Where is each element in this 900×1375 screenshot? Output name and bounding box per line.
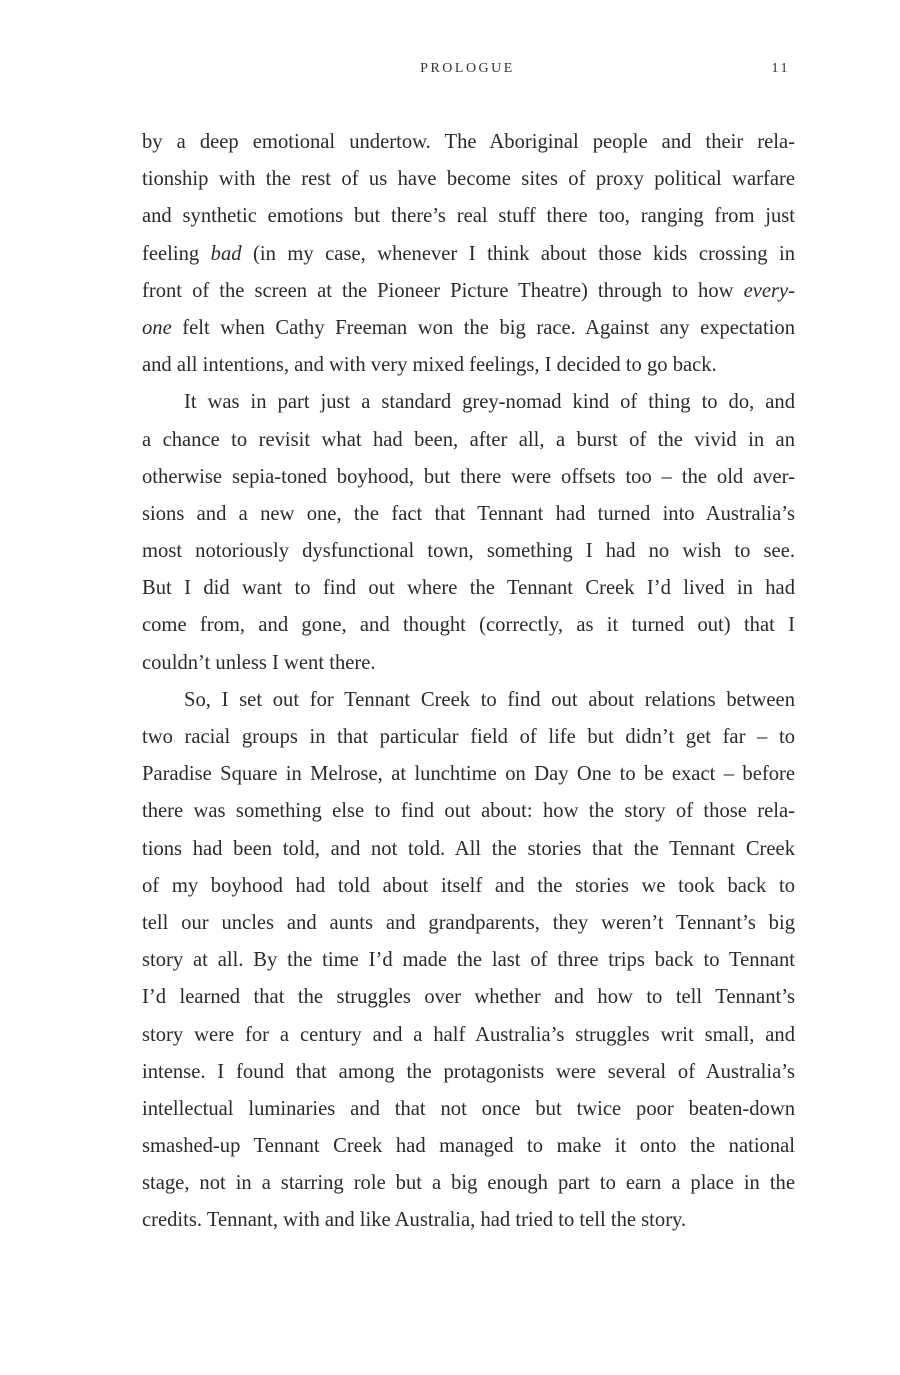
text-line: there was something else to find out about: how the story of those rela-	[142, 800, 795, 823]
text-line: So, I set out for Tennant Creek to find out about relations between	[184, 688, 795, 711]
text-line: come from, and gone, and thought (correctly, as it turned out) that I	[142, 614, 795, 637]
text-line: otherwise sepia-toned boyhood, but there were offsets too – the old aver-	[142, 465, 795, 488]
text-line: Paradise Square in Melrose, at lunchtime on Day One to be exact – before	[142, 763, 795, 786]
text-line: two racial groups in that particular field of life but didn’t get far – to	[142, 726, 795, 748]
text-line: most notoriously dysfunctional town, something I had no wish to see.	[142, 540, 795, 563]
text-line: credits. Tennant, with and like Australia, had tried to tell the story.	[142, 1209, 687, 1232]
running-head	[0, 61, 900, 81]
text-line: front of the screen at the Pioneer Picture Theatre) through to how every-	[142, 279, 795, 302]
text-line: one felt when Cathy Freeman won the big race. Against any expectation	[142, 316, 795, 339]
text-line: and all intentions, and with very mixed feelings, I decided to go back.	[142, 354, 717, 377]
emphasis: every-	[743, 279, 795, 302]
text-line: But I did want to find out where the Tennant Creek I’d lived in had	[142, 577, 795, 600]
text-line: story at all. By the time I’d made the last of three trips back to Tennant	[142, 949, 795, 972]
text-line: intense. I found that among the protagonists were several of Australia’s	[142, 1060, 795, 1083]
text-line: I’d learned that the struggles over whether and how to tell Tennant’s	[142, 986, 795, 1009]
text-line: It was in part just a standard grey-nomad kind of thing to do, and	[184, 391, 795, 414]
text-line: tionship with the rest of us have become sites of proxy political warfare	[142, 168, 795, 191]
text-line: stage, not in a starring role but a big enough part to earn a place in the	[142, 1172, 795, 1195]
text-line: feeling bad (in my case, whenever I think about those kids crossing in	[142, 242, 795, 265]
text-line: a chance to revisit what had been, after all, a burst of the vivid in an	[142, 428, 795, 451]
text-line: smashed-up Tennant Creek had managed to make it onto the national	[142, 1135, 795, 1158]
emphasis: one	[142, 316, 172, 339]
text-line: couldn’t unless I went there.	[142, 651, 376, 674]
paragraph	[142, 124, 795, 384]
text-line: sions and a new one, the fact that Tennant had turned into Australia’s	[142, 502, 795, 525]
paragraph	[142, 682, 795, 1240]
paragraph	[142, 384, 795, 682]
text-line: by a deep emotional undertow. The Aboriginal people and their rela-	[142, 131, 795, 153]
emphasis: bad	[210, 242, 242, 265]
text-line: story were for a century and a half Australia’s struggles writ small, and	[142, 1023, 795, 1046]
text-line: tions had been told, and not told. All the stories that the Tennant Creek	[142, 837, 795, 860]
text-line: and synthetic emotions but there’s real stuff there too, ranging from just	[142, 205, 795, 228]
body-text	[142, 124, 795, 1240]
running-title: PROLOGUE	[420, 61, 515, 76]
text-line: tell our uncles and aunts and grandparents, they weren’t Tennant’s big	[142, 911, 795, 934]
page-number: 11	[771, 61, 790, 76]
text-line: intellectual luminaries and that not once but twice poor beaten-down	[142, 1097, 795, 1120]
text-line: of my boyhood had told about itself and the stories we took back to	[142, 874, 795, 897]
